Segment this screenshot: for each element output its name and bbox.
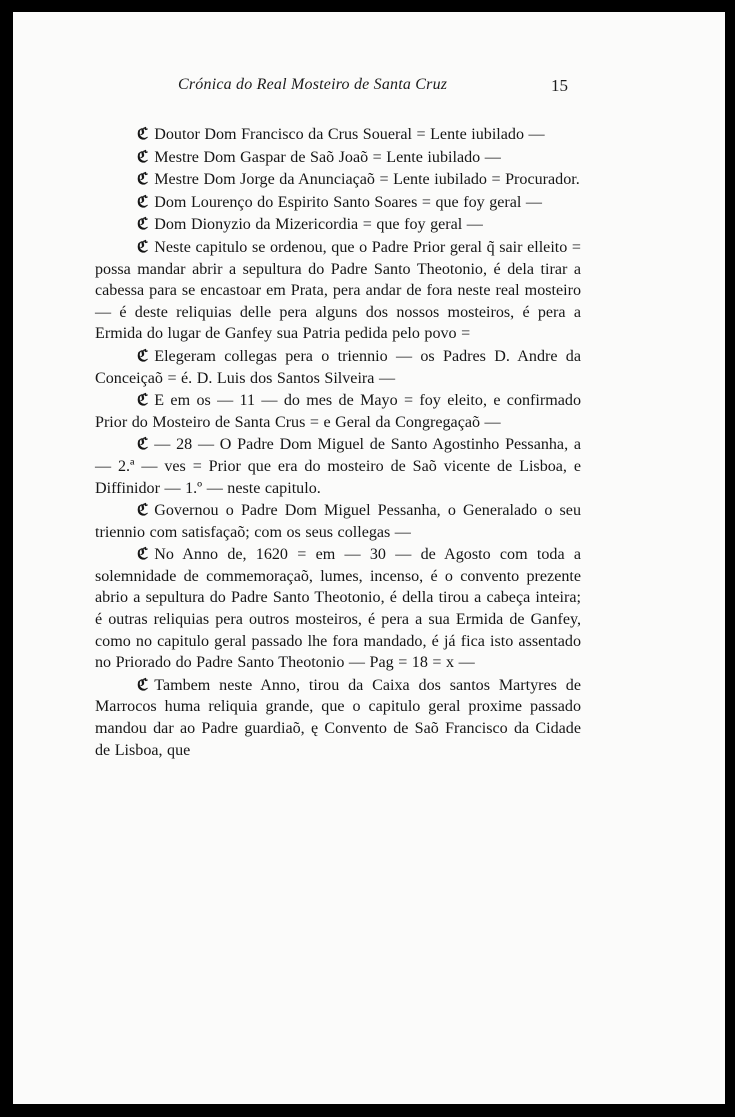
paragraph-mark-icon: ℭ [137, 236, 149, 256]
paragraph-text: — 28 — O Padre Dom Miguel de Santo Agostinho Pessanha, a — 2.ª — ves = Prior que era do mosteiro de Saõ vicente de Lisboa, e Diffinidor — 1.º — neste capitulo. [95, 436, 581, 497]
paragraph-text: Dom Lourenço do Espirito Santo Soares = que foy geral — [154, 193, 542, 211]
paragraph-mark-icon: ℭ [137, 434, 149, 454]
paragraph [95, 389, 581, 433]
paragraph-mark-icon: ℭ [137, 345, 149, 365]
paragraph-mark-icon: ℭ [137, 544, 149, 564]
running-header [13, 76, 725, 100]
paragraph-text: Tambem neste Anno, tirou da Caixa dos santos Martyres de Marrocos huma reliquia grande, que o capitulo geral proxime passado mandou dar ao Padre guardiaõ, ę Convento de Saõ Francisco da Cidade de Lisboa, que [95, 676, 581, 759]
paragraph-text: No Anno de, 1620 = em — 30 — de Agosto com toda a solemnidade de commemoraçaõ, lumes, incenso, é o convento prezente abrio a sepultura do Padre Santo Theotonio, é della tirou a cabeça inteira; é outras reliquias pera outros mosteiros, é pera a sua Ermida de Ganfey, como no capitulo geral passado lhe fora mandado, é já fica isto assentado no Priorado do Padre Santo Theotonio — Pag = 18 = x — [95, 546, 581, 672]
paragraph [95, 543, 581, 674]
paragraph-text: Elegeram collegas pera o triennio — os Padres D. Andre da Conceiçaõ = é. D. Luis dos Santos Silveira — [95, 347, 581, 387]
paragraph-mark-icon: ℭ [137, 146, 149, 166]
paragraph [95, 236, 581, 345]
paragraph-mark-icon: ℭ [137, 214, 149, 234]
paragraph-mark-icon: ℭ [137, 500, 149, 520]
paragraph [95, 146, 581, 169]
paragraph [95, 499, 581, 543]
paragraph-mark-icon: ℭ [137, 191, 149, 211]
paragraph-mark-icon: ℭ [137, 390, 149, 410]
paragraph-text: Doutor Dom Francisco da Crus Soueral = Lente iubilado — [154, 126, 545, 143]
paragraph [95, 168, 581, 191]
paragraph [95, 191, 581, 214]
paragraph-text: Mestre Dom Jorge da Anunciaçaõ = Lente iubilado = Procurador. [154, 171, 580, 189]
header-title: Crónica do Real Mosteiro de Santa Cruz [178, 76, 448, 93]
paragraph-mark-icon: ℭ [137, 169, 149, 189]
body-text [95, 123, 581, 761]
paragraph-text: Governou o Padre Dom Miguel Pessanha, o Generalado o seu triennio com satisfaçaõ; com os seus collegas — [95, 502, 581, 541]
page-number: 15 [551, 76, 568, 95]
paragraph [95, 345, 581, 389]
paragraph-text: Neste capitulo se ordenou, que o Padre Prior geral q̃ sair elleito = possa mandar abrir a sepultura do Padre Santo Theotonio, é dela tirar a cabessa para se encastoar em Prata, pera andar de fora neste real mosteiro — é deste reliquias delle pera alguns dos nossos mosteiros, é pera a Ermida do lugar de Ganfey sua Patria pedida pelo povo = [95, 238, 581, 343]
paragraph-text: Dom Dionyzio da Mizericordia = que foy geral — [154, 216, 483, 234]
paragraph [95, 213, 581, 236]
paragraph-mark-icon: ℭ [137, 674, 149, 694]
document-page [13, 12, 725, 1104]
paragraph-text: Mestre Dom Gaspar de Saõ Joaõ = Lente iubilado — [154, 148, 501, 166]
paragraph [95, 433, 581, 499]
paragraph [95, 123, 581, 146]
paragraph-text: E em os — 11 — do mes de Mayo = foy eleito, e confirmado Prior do Mosteiro de Santa Crus = e Geral da Congregaçaõ — [95, 392, 581, 431]
paragraph-mark-icon: ℭ [137, 124, 149, 143]
paragraph [95, 674, 581, 761]
